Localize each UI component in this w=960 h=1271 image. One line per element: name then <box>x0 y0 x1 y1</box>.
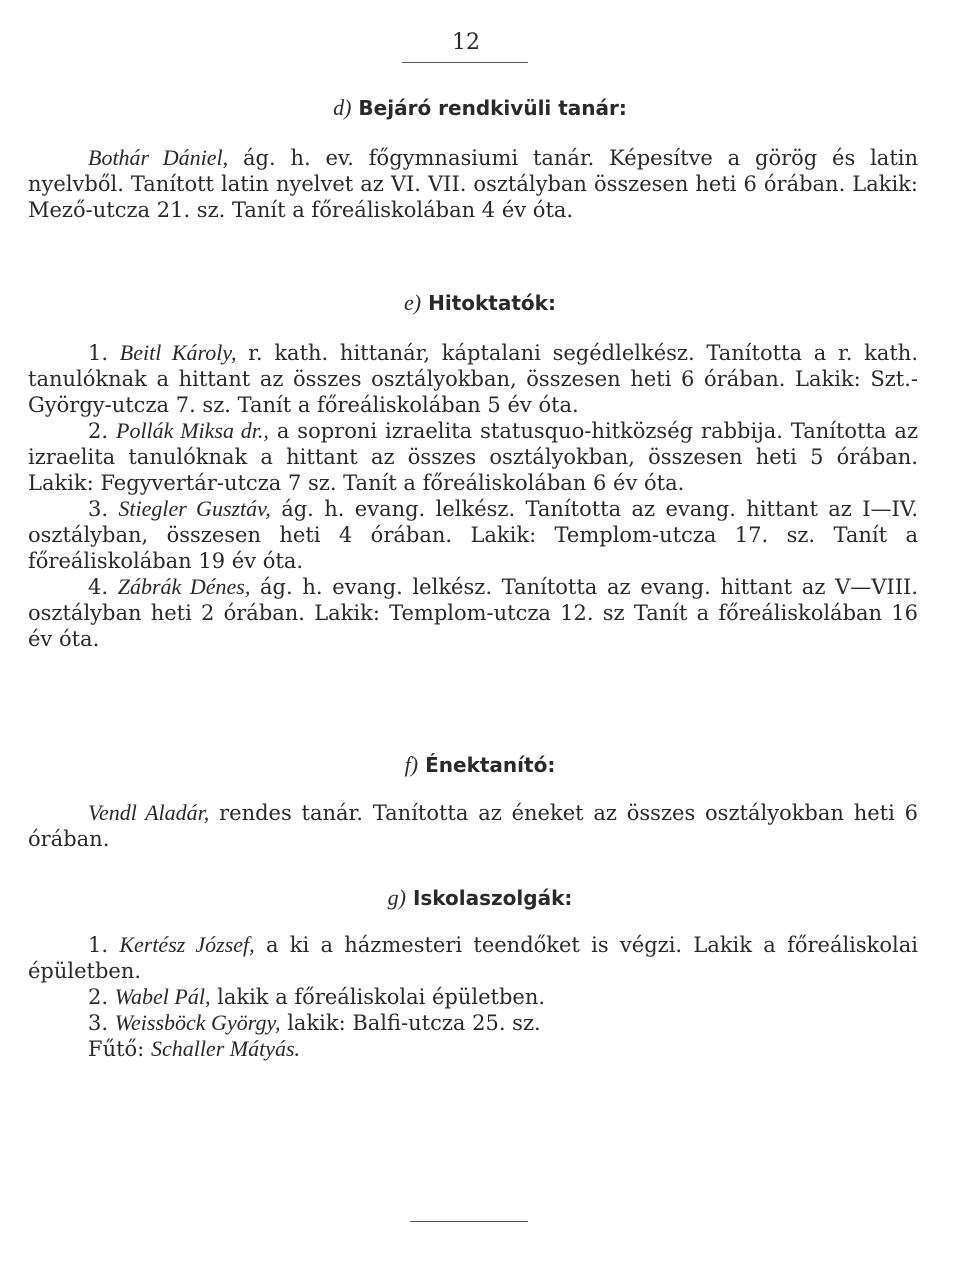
section-g-item-3-name: Weissböck György, <box>114 1010 281 1035</box>
section-g-item-3 <box>28 1010 918 1036</box>
section-e-item-4-number: 4. <box>88 575 118 599</box>
section-g-item-2-number: 2. <box>88 985 115 1009</box>
section-d-entry-name: Bothár Dániel, <box>88 145 229 170</box>
section-g-item-3-number: 3. <box>88 1011 115 1035</box>
section-g-stoker <box>28 1036 918 1062</box>
section-f-letter: f) <box>404 752 419 777</box>
section-e-body <box>28 340 918 652</box>
section-g-item-1 <box>28 932 918 984</box>
section-e-item-3-text: ág. h. evang. lelkész. Tanította az evang. hittant az I—IV. osztályban, összesen heti 4 órában. Lakik: Templom-utcza 17. sz. Tanít a főreáliskolában 19 év óta. <box>28 497 918 573</box>
section-g-item-1-name: Kertész József, <box>119 932 255 957</box>
section-e-item-1-number: 1. <box>88 341 120 365</box>
section-g-item-3-text: lakik: Balfi-utcza 25. sz. <box>280 1011 541 1035</box>
section-g-item-2 <box>28 984 918 1010</box>
section-e-item-2 <box>28 418 918 496</box>
section-d-entry <box>28 145 918 223</box>
section-e-title: Hitoktatók: <box>428 291 556 315</box>
section-e-letter: e) <box>404 290 422 315</box>
section-g-item-2-name: Wabel Pál, <box>114 984 211 1009</box>
section-g-heading <box>0 885 960 911</box>
section-g-stoker-label: Fűtő: <box>88 1037 151 1061</box>
section-d-title: Bejáró rendkivüli tanár: <box>358 96 627 120</box>
section-f-entry-name: Vendl Aladár, <box>88 800 210 825</box>
footer-rule <box>410 1221 528 1222</box>
page-number-rule <box>402 62 528 63</box>
section-f-entry-text: rendes tanár. Tanította az éneket az összes osztályokban heti 6 órában. <box>28 801 919 851</box>
section-f-title: Énektanító: <box>425 753 556 777</box>
section-f-body <box>28 800 918 852</box>
section-e-item-2-name: Pollák Miksa dr., <box>116 418 269 443</box>
section-g-letter: g) <box>387 885 406 910</box>
section-d-letter: d) <box>333 95 352 120</box>
section-d-entry-text: ág. h. ev. főgymnasiumi tanár. Képesítve a görög és latin nyelvből. Tanított latin nyelvet az VI. VII. osztályban összesen heti 6 órában. Lakik: Mező-utcza 21. sz. Tanít a főreáliskolában 4 év óta. <box>28 146 918 222</box>
section-e-item-4-name: Zábrák Dénes, <box>117 574 251 599</box>
section-g-item-1-text: a ki a házmesteri teendőket is végzi. Lakik a főreáliskolai épületben. <box>28 933 918 983</box>
section-e-item-2-text: a soproni izraelita statusquo-hitközség rabbija. Tanította az izraelita tanulóknak a hittant az összes osztályokban, összesen heti 5 órában. Lakik: Fegyvertár-utcza 7 sz. Tanít a főreáliskolában 6 év óta. <box>28 419 919 495</box>
section-e-item-1 <box>28 340 918 418</box>
section-e-item-1-text: r. kath. hittanár, káptalani segédlelkész. Tanította a r. kath. tanulóknak a hittant az összes osztályokban, összesen heti 6 órában. Lakik: Szt.-György-utcza 7. sz. Tanít a főreáliskolában 5 év óta. <box>28 341 918 417</box>
section-f-entry <box>28 800 918 852</box>
section-e-item-4 <box>28 574 918 652</box>
page-number: 12 <box>452 30 480 55</box>
section-e-item-1-name: Beitl Károly, <box>119 340 237 365</box>
section-g-title: Iskolaszolgák: <box>412 886 573 910</box>
section-g-stoker-name: Schaller Mátyás. <box>150 1036 301 1061</box>
section-e-item-2-number: 2. <box>88 419 116 443</box>
section-g-item-2-text: lakik a főreáliskolai épületben. <box>210 985 546 1009</box>
section-e-item-3-name: Stiegler Gusztáv, <box>118 496 271 521</box>
section-f-heading <box>0 752 960 778</box>
section-d-heading <box>0 95 960 121</box>
section-g-item-1-number: 1. <box>88 933 120 957</box>
section-e-heading <box>0 290 960 316</box>
section-d-body <box>28 145 918 223</box>
section-e-item-4-text: ág. h. evang. lelkész. Tanította az evang. hittant az V—VIII. osztályban heti 2 órában. Lakik: Templom-utcza 12. sz Tanít a főreáliskolában 16 év óta. <box>28 575 918 651</box>
section-g-body <box>28 932 918 1062</box>
section-e-item-3 <box>28 496 918 574</box>
section-e-item-3-number: 3. <box>88 497 119 521</box>
